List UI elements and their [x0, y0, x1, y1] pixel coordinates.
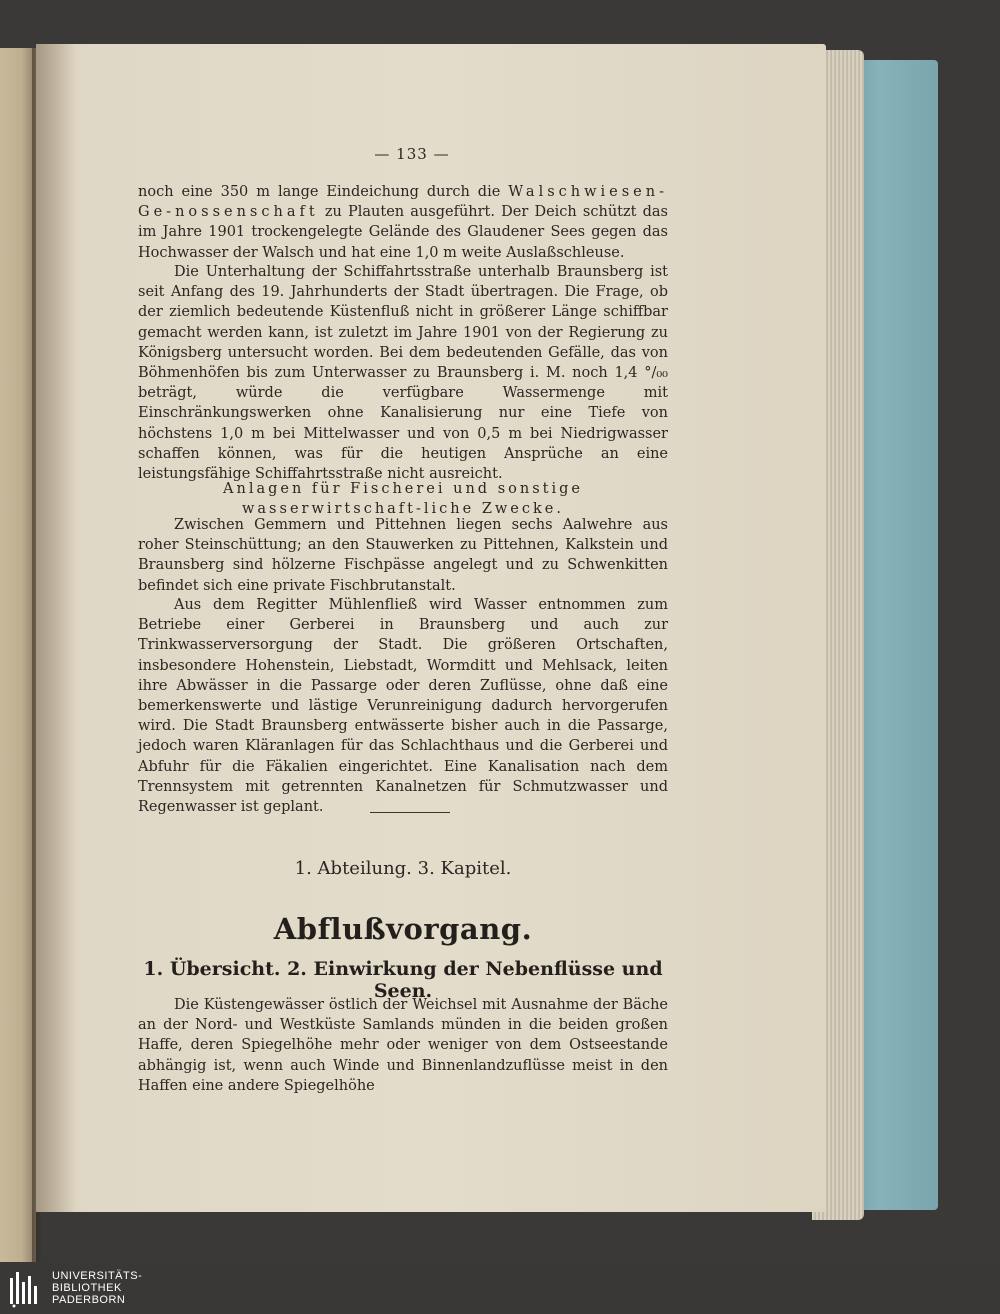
library-logo-icon [8, 1268, 44, 1308]
left-page-edge [0, 48, 36, 1262]
paragraph-4 [138, 595, 668, 817]
chapter-title: Abflußvorgang. [273, 912, 533, 946]
paragraph-3-text: Zwischen Gemmern und Pittehnen liegen sechs Aalwehre aus roher Steinschüttung; an den Stauwerken zu Pittehnen, Kalkstein und Braunsberg sind hölzerne Fischpässe angelegt und zu Schwenkitten befindet sich eine private Fischbrutanstalt. [138, 517, 668, 594]
paragraph-1-end: zu Plauten ausgeführt. Der Deich schützt das im Jahre 1901 trockengelegte Gelände des Glaudener Sees gegen das Hochwasser der Walsch und hat eine 1,0 m weite Auslaßschleuse. [138, 204, 668, 261]
paragraph-1 [138, 182, 668, 263]
paragraph-1-spaced-term: Walschwiesen-Ge-nossenschaft [138, 184, 668, 221]
chapter-subtitle: 1. Übersicht. 2. Einwirkung der Nebenflüsse und Seen. [143, 958, 663, 1002]
paragraph-4-text: Aus dem Regitter Mühlenfließ wird Wasser entnommen zum Betriebe einer Gerberei in Braunsberg und auch zur Trinkwasserversorgung der Stadt. Die größeren Ortschaften, insbesondere Hohenstein, Liebstadt, Wormditt und Mehlsack, leiten ihre Abwässer in die Passarge oder deren Zuflüsse, ohne daß eine bemerkenswerte und lästige Verunreinigung dadurch hervorgerufen wird. Die Stadt Braunsberg entwässerte bisher auch in die Passarge, jedoch waren Kläranlagen für das Schlachthaus und die Gerberei und Abfuhr für die Fäkalien eingerichtet. Eine Kanalisation nach dem Trennsystem mit getrennten Kanalnetzen für Schmutzwasser und Regenwasser ist geplant. [138, 597, 668, 816]
paragraph-5-text: Die Küstengewässer östlich der Weichsel mit Ausnahme der Bäche an der Nord- und Westküste Samlands münden in die beiden großen Haffe, deren Spiegelhöhe mehr oder weniger von dem Ostseestande abhängig ist, wenn auch Winde und Binnenlandzuflüsse meist in den Haffen eine andere Spiegelhöhe [138, 997, 668, 1094]
library-name-line-2: BIBLIOTHEK [52, 1282, 122, 1294]
library-name-line-1: UNIVERSITÄTS- [52, 1270, 143, 1282]
paragraph-5 [138, 995, 668, 1096]
section-subheading: Anlagen für Fischerei und sonstige wasserwirtschaft-liche Zwecke. [223, 481, 583, 517]
page-number: — 133 — [374, 145, 450, 163]
paragraph-2-text: Die Unterhaltung der Schiffahrtsstraße unterhalb Braunsberg ist seit Anfang des 19. Jahrhunderts der Stadt übertragen. Die Frage, ob der ziemlich bedeutende Küstenfluß nicht in größerer Länge schiffbar gemacht werden kann, ist zuletzt im Jahre 1901 von der Regierung zu Königsberg untersucht worden. Bei dem bedeutenden Gefälle, das von Böhmenhöfen bis zum Unterwasser zu Braunsberg i. M. noch 1,4 °/₀₀ beträgt, würde die verfügbare Wassermenge mit Einschränkungswerken ohne Kanalisierung nur eine Tiefe von höchstens 1,0 m bei Mittelwasser und von 0,5 m bei Niedrigwasser schaffen können, was für die heutigen Ansprüche an eine leistungsfähige Schiffahrtsstraße nicht ausreicht. [138, 264, 668, 483]
paragraph-3 [138, 515, 668, 596]
library-name [52, 1270, 142, 1306]
library-footer [0, 1262, 1000, 1314]
paragraph-2 [138, 262, 668, 484]
library-name-line-3: PADERBORN [52, 1294, 126, 1306]
section-divider [370, 812, 450, 813]
chapter-line: 1. Abteilung. 3. Kapitel. [294, 858, 512, 879]
paragraph-1-start: noch eine 350 m lange Eindeichung durch die [138, 184, 509, 200]
